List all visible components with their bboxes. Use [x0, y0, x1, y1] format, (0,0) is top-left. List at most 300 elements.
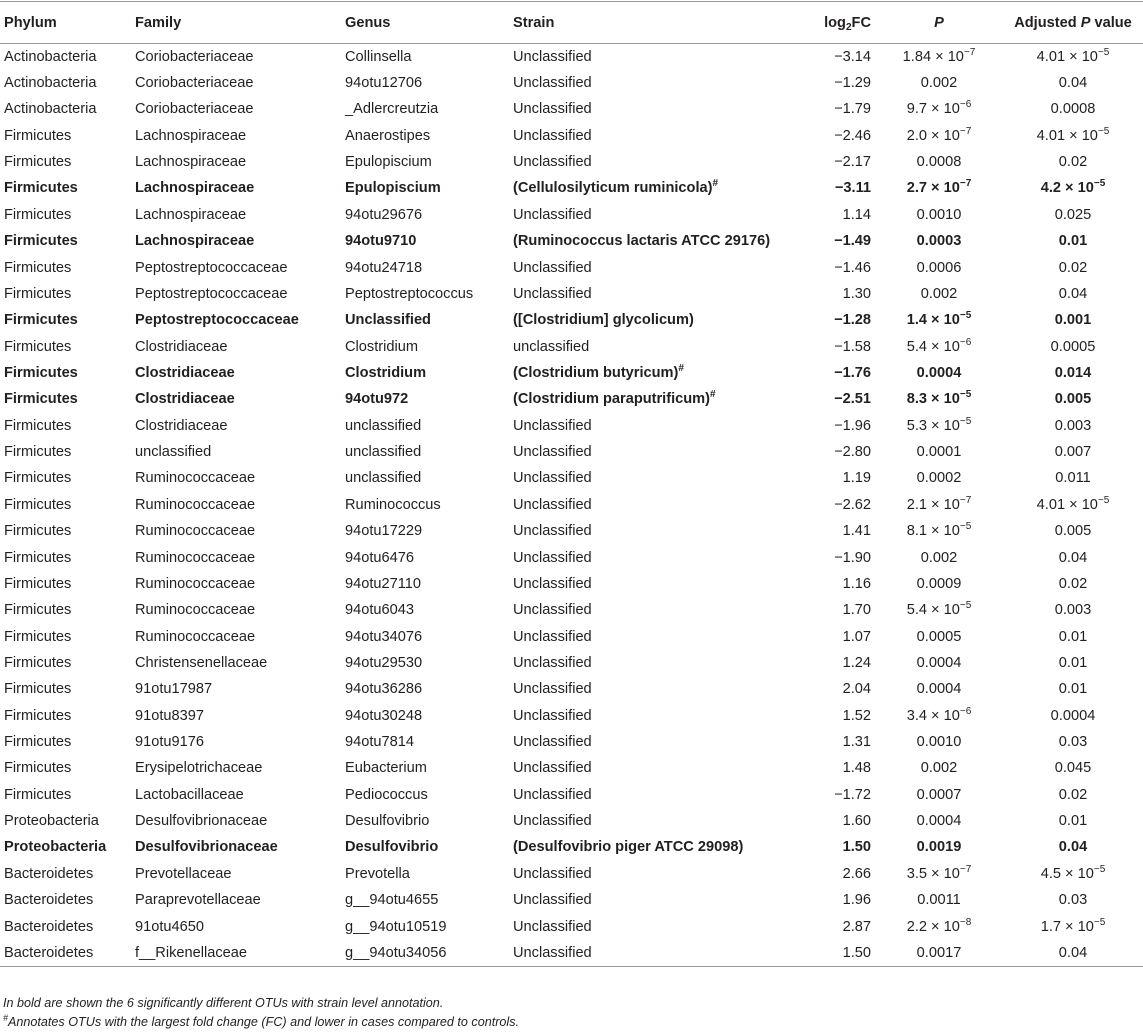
footnote-bold: In bold are shown the 6 significantly different OTUs with strain level annotation.: [3, 996, 444, 1010]
cell-phylum: Firmicutes: [4, 707, 72, 724]
header-strain: Strain: [509, 2, 810, 44]
cell-p-value: [875, 465, 1003, 491]
cell-p-value-base: 0.0005: [916, 628, 962, 645]
cell-strain: [509, 70, 810, 96]
table-row: [0, 123, 1143, 149]
cell-adjusted-p-value: [1003, 729, 1143, 755]
cell-adjusted-p-value: [1003, 386, 1143, 412]
header-p-italic: P: [934, 14, 944, 31]
cell-genus: unclassified: [345, 470, 422, 487]
cell-p-value: [875, 175, 1003, 201]
cell-genus: g__94otu34056: [341, 940, 509, 966]
cell-genus: 94otu9710: [345, 233, 417, 250]
header-log2fc: [810, 2, 875, 44]
cell-p-value: [875, 228, 1003, 254]
cell-p-value-base: 0.0010: [916, 734, 962, 751]
cell-p-value-base: 0.0009: [916, 575, 962, 592]
cell-p-value-exponent: −7: [963, 46, 976, 58]
cell-p-value: [875, 782, 1003, 808]
cell-strain: [509, 544, 810, 570]
cell-family: Ruminococcaceae: [135, 549, 256, 566]
cell-family: Lachnospiraceae: [135, 206, 247, 223]
cell-family: Lactobacillaceae: [135, 786, 244, 803]
strain-text: Unclassified: [513, 918, 592, 935]
cell-phylum: Firmicutes: [4, 417, 72, 434]
cell-family: Desulfovibrionaceae: [135, 813, 268, 830]
cell-p-value-base: 5.4 × 10: [906, 338, 960, 355]
table-row: [0, 544, 1143, 570]
strain-text: Unclassified: [513, 285, 592, 302]
cell-adjusted-p-value-base: 0.02: [1058, 154, 1088, 171]
strain-text: (Cellulosilyticum ruminicola): [513, 180, 713, 197]
cell-adjusted-p-value-base: 0.03: [1058, 734, 1088, 751]
cell-log2fc: −2.51: [834, 391, 871, 408]
cell-family: Lachnospiraceae: [135, 180, 255, 197]
cell-phylum: Firmicutes: [4, 575, 72, 592]
cell-strain: [509, 333, 810, 359]
cell-p-value-base: 2.7 × 10: [906, 180, 960, 197]
table-row: [0, 228, 1143, 254]
cell-strain: [509, 439, 810, 465]
strain-text: (Desulfovibrio piger ATCC 29098): [513, 839, 744, 856]
cell-family: unclassified: [135, 444, 212, 461]
cell-adjusted-p-value-base: 0.0005: [1050, 338, 1096, 355]
strain-text: Unclassified: [513, 523, 592, 540]
table-row: [0, 940, 1143, 966]
strain-text: Unclassified: [513, 75, 592, 92]
cell-p-value: [875, 149, 1003, 175]
cell-family: Ruminococcaceae: [135, 628, 256, 645]
cell-family: Prevotellaceae: [135, 865, 232, 882]
cell-phylum: Proteobacteria: [4, 813, 99, 830]
cell-adjusted-p-value: [1003, 940, 1143, 966]
cell-adjusted-p-value: [1003, 650, 1143, 676]
cell-log2fc: 1.52: [842, 707, 871, 724]
cell-family: Coriobacteriaceae: [135, 75, 254, 92]
cell-genus: Epulopiscium: [345, 180, 441, 197]
cell-family: Coriobacteriaceae: [135, 101, 254, 118]
cell-log2fc: −3.11: [834, 180, 871, 197]
cell-p-value: [875, 439, 1003, 465]
cell-adjusted-p-value-exponent: −5: [1097, 125, 1110, 137]
cell-p-value-base: 0.0008: [916, 154, 962, 171]
strain-text: Unclassified: [513, 470, 592, 487]
cell-strain: [509, 307, 810, 333]
strain-text: ([Clostridium] glycolicum): [513, 312, 694, 329]
cell-log2fc: −1.79: [834, 101, 871, 118]
cell-genus: 94otu36286: [345, 681, 423, 698]
cell-phylum: Bacteroidetes: [0, 940, 131, 966]
cell-log2fc: −2.80: [834, 444, 871, 461]
cell-p-value: [875, 571, 1003, 597]
table-row: [0, 518, 1143, 544]
cell-p-value-base: 0.002: [920, 75, 958, 92]
table-row: [0, 386, 1143, 412]
cell-genus: 94otu29530: [345, 654, 423, 671]
cell-family: Ruminococcaceae: [135, 470, 256, 487]
cell-genus: Collinsella: [345, 48, 412, 65]
cell-phylum: Bacteroidetes: [4, 865, 94, 882]
cell-adjusted-p-value: [1003, 228, 1143, 254]
cell-strain: [509, 175, 810, 201]
cell-adjusted-p-value-base: 0.045: [1054, 760, 1092, 777]
cell-genus: 94otu27110: [345, 575, 422, 592]
cell-p-value-base: 1.84 × 10: [902, 48, 964, 65]
cell-phylum: Actinobacteria: [4, 101, 97, 118]
cell-adjusted-p-value: [1003, 202, 1143, 228]
cell-log2fc: 1.50: [842, 839, 871, 856]
cell-adjusted-p-value: [1003, 44, 1143, 70]
cell-family: Ruminococcaceae: [135, 523, 256, 540]
cell-p-value-exponent: −5: [959, 521, 972, 533]
cell-family: Peptostreptococcaceae: [135, 259, 288, 276]
cell-adjusted-p-value: [1003, 623, 1143, 649]
cell-strain: [509, 281, 810, 307]
cell-adjusted-p-value: [1003, 439, 1143, 465]
cell-phylum: Firmicutes: [4, 206, 72, 223]
cell-p-value-base: 3.4 × 10: [906, 707, 960, 724]
cell-log2fc: 1.48: [842, 760, 871, 777]
cell-adjusted-p-value: [1003, 149, 1143, 175]
cell-family: 91otu8397: [135, 707, 204, 724]
cell-log2fc: −3.14: [834, 48, 871, 65]
strain-text: Unclassified: [513, 101, 592, 118]
cell-adjusted-p-value-base: 4.01 × 10: [1036, 127, 1098, 144]
cell-genus: Anaerostipes: [345, 127, 431, 144]
cell-p-value-base: 0.0011: [917, 892, 961, 909]
cell-genus: Desulfovibrio: [345, 813, 430, 830]
cell-adjusted-p-value-base: 0.007: [1054, 444, 1092, 461]
cell-adjusted-p-value-base: 0.02: [1058, 575, 1088, 592]
header-row: [0, 2, 1143, 44]
header-log2fc-main: log: [824, 14, 846, 31]
strain-text: Unclassified: [513, 259, 592, 276]
cell-adjusted-p-value: [1003, 96, 1143, 122]
table-row: [0, 96, 1143, 122]
cell-adjusted-p-value-exponent: −5: [1093, 863, 1106, 875]
cell-p-value: [875, 96, 1003, 122]
cell-p-value-base: 0.0001: [916, 444, 962, 461]
cell-p-value-base: 0.002: [920, 549, 958, 566]
cell-adjusted-p-value-base: 0.01: [1058, 813, 1088, 830]
cell-adjusted-p-value-base: 0.025: [1054, 206, 1092, 223]
cell-adjusted-p-value-base: 0.005: [1054, 523, 1092, 540]
strain-text: Unclassified: [513, 549, 592, 566]
cell-p-value-base: 5.4 × 10: [906, 602, 960, 619]
cell-family: Ruminococcaceae: [135, 496, 256, 513]
table-row: [0, 465, 1143, 491]
header-adjusted-p: [1003, 2, 1143, 44]
cell-log2fc: −1.28: [834, 312, 871, 329]
cell-log2fc: 1.31: [842, 734, 871, 751]
cell-strain: [509, 149, 810, 175]
strain-text: Unclassified: [513, 417, 592, 434]
cell-adjusted-p-value: [1003, 808, 1143, 834]
strain-text: Unclassified: [513, 707, 592, 724]
cell-adjusted-p-value-base: 1.7 × 10: [1040, 918, 1094, 935]
cell-log2fc: −1.29: [834, 75, 871, 92]
cell-genus: Eubacterium: [345, 760, 427, 777]
cell-phylum: Firmicutes: [4, 338, 72, 355]
cell-strain: [509, 123, 810, 149]
header-p: [875, 2, 1003, 44]
header-log2fc-sub: 2: [845, 21, 852, 33]
cell-phylum: Proteobacteria: [4, 839, 107, 856]
table-row: [0, 834, 1143, 860]
cell-family: Clostridiaceae: [135, 391, 235, 408]
cell-strain: [509, 465, 810, 491]
table-body: [0, 44, 1143, 967]
cell-adjusted-p-value: [1003, 70, 1143, 96]
cell-strain: [509, 676, 810, 702]
cell-adjusted-p-value-base: 0.003: [1054, 602, 1092, 619]
cell-adjusted-p-value: [1003, 544, 1143, 570]
cell-p-value: [875, 413, 1003, 439]
cell-p-value: [875, 492, 1003, 518]
cell-adjusted-p-value: [1003, 307, 1143, 333]
cell-p-value: [875, 544, 1003, 570]
cell-family: 91otu4650: [135, 918, 204, 935]
cell-p-value-exponent: −7: [959, 125, 972, 137]
cell-p-value: [875, 281, 1003, 307]
strain-text: unclassified: [513, 338, 590, 355]
cell-phylum: Firmicutes: [4, 259, 72, 276]
cell-strain: [509, 940, 810, 966]
cell-log2fc: 1.24: [842, 654, 871, 671]
cell-genus: 94otu24718: [345, 259, 423, 276]
cell-adjusted-p-value: [1003, 123, 1143, 149]
table-row: [0, 729, 1143, 755]
cell-log2fc: 1.41: [842, 523, 871, 540]
cell-family: Lachnospiraceae: [135, 233, 255, 250]
cell-log2fc: 1.50: [810, 940, 875, 966]
cell-log2fc: −2.17: [834, 154, 871, 171]
cell-log2fc: −1.90: [834, 549, 871, 566]
table-row: [0, 755, 1143, 781]
strain-text: Unclassified: [513, 865, 592, 882]
cell-strain: [509, 571, 810, 597]
cell-adjusted-p-value-base: 0.04: [1058, 549, 1088, 566]
strain-text: Unclassified: [513, 734, 592, 751]
cell-strain: [509, 413, 810, 439]
cell-phylum: Firmicutes: [4, 628, 72, 645]
strain-text: Unclassified: [513, 760, 592, 777]
cell-adjusted-p-value-base: 0.04: [1058, 839, 1088, 856]
cell-adjusted-p-value-base: 0.0008: [1050, 101, 1096, 118]
cell-family: Clostridiaceae: [135, 417, 228, 434]
cell-log2fc: 1.16: [842, 575, 871, 592]
cell-adjusted-p-value-base: 0.01: [1058, 681, 1088, 698]
cell-adjusted-p-value-base: 0.005: [1054, 391, 1092, 408]
cell-strain: [509, 623, 810, 649]
cell-adjusted-p-value: [1003, 175, 1143, 201]
table-row: [0, 676, 1143, 702]
header-phylum: Phylum: [0, 2, 131, 44]
cell-p-value-base: 5.3 × 10: [906, 417, 960, 434]
cell-p-value-base: 8.1 × 10: [906, 523, 960, 540]
cell-p-value: [875, 70, 1003, 96]
cell-p-value: [875, 676, 1003, 702]
cell-p-value-exponent: −5: [959, 600, 972, 612]
cell-genus: 94otu6476: [345, 549, 414, 566]
cell-genus: Epulopiscium: [345, 154, 432, 171]
table-header: [0, 2, 1143, 44]
cell-p-value: [875, 913, 1003, 939]
cell-strain: [509, 360, 810, 386]
cell-strain: [509, 492, 810, 518]
cell-genus: Prevotella: [345, 865, 410, 882]
strain-text: Unclassified: [513, 944, 592, 961]
cell-log2fc: −1.49: [834, 233, 871, 250]
strain-text: Unclassified: [513, 813, 592, 830]
cell-p-value-base: 0.002: [920, 760, 958, 777]
header-adjusted-p-italic: P: [1080, 14, 1091, 31]
cell-family: Peptostreptococcaceae: [135, 285, 288, 302]
cell-adjusted-p-value-exponent: −5: [1097, 494, 1110, 506]
footnote-hash-mark: #: [3, 1013, 9, 1023]
table-row: [0, 360, 1143, 386]
cell-phylum: Firmicutes: [4, 470, 72, 487]
cell-adjusted-p-value-base: 0.0004: [1050, 707, 1096, 724]
cell-adjusted-p-value-base: 4.2 × 10: [1040, 180, 1094, 197]
cell-log2fc: −1.72: [834, 786, 871, 803]
cell-strain: [509, 202, 810, 228]
cell-log2fc: 1.14: [842, 206, 871, 223]
strain-text: Unclassified: [513, 602, 592, 619]
table-row: [0, 782, 1143, 808]
cell-strain: [509, 887, 810, 913]
cell-adjusted-p-value: [1003, 861, 1143, 887]
cell-adjusted-p-value: [1003, 333, 1143, 359]
cell-p-value-base: 2.1 × 10: [906, 496, 960, 513]
cell-adjusted-p-value: [1003, 413, 1143, 439]
table-row: [0, 149, 1143, 175]
cell-adjusted-p-value-base: 0.01: [1058, 654, 1088, 671]
table-row: [0, 650, 1143, 676]
cell-adjusted-p-value-base: 0.04: [1058, 285, 1088, 302]
cell-adjusted-p-value-base: 0.01: [1058, 233, 1088, 250]
cell-p-value: [875, 360, 1003, 386]
cell-p-value-base: 2.2 × 10: [906, 918, 960, 935]
cell-log2fc: −2.46: [834, 127, 871, 144]
strain-text: Unclassified: [513, 575, 592, 592]
cell-phylum: Firmicutes: [4, 285, 72, 302]
strain-text: Unclassified: [513, 48, 592, 65]
cell-family: Clostridiaceae: [135, 338, 228, 355]
cell-genus: Pediococcus: [345, 786, 428, 803]
cell-p-value: [875, 650, 1003, 676]
strain-footnote-mark: #: [712, 178, 719, 190]
cell-phylum: Firmicutes: [4, 734, 72, 751]
cell-p-value: [875, 940, 1003, 966]
cell-genus: Clostridium: [345, 338, 418, 355]
cell-p-value: [875, 623, 1003, 649]
cell-p-value-exponent: −7: [959, 494, 972, 506]
strain-text: Unclassified: [513, 681, 592, 698]
cell-genus: Desulfovibrio: [345, 839, 439, 856]
table-row: [0, 623, 1143, 649]
cell-adjusted-p-value: [1003, 465, 1143, 491]
cell-genus: Peptostreptococcus: [345, 285, 474, 302]
cell-adjusted-p-value-base: 0.001: [1054, 312, 1092, 329]
cell-p-value-exponent: −6: [959, 705, 972, 717]
cell-strain: [509, 518, 810, 544]
cell-p-value: [875, 202, 1003, 228]
otu-table: [0, 1, 1143, 967]
cell-adjusted-p-value: [1003, 597, 1143, 623]
cell-strain: [509, 755, 810, 781]
cell-p-value-exponent: −6: [959, 336, 972, 348]
cell-log2fc: −1.46: [834, 259, 871, 276]
footnote-hash: [3, 1013, 519, 1032]
table-row: [0, 44, 1143, 70]
cell-p-value: [875, 702, 1003, 728]
table-row: [0, 413, 1143, 439]
cell-adjusted-p-value: [1003, 254, 1143, 280]
cell-adjusted-p-value: [1003, 518, 1143, 544]
cell-p-value-exponent: −8: [959, 916, 972, 928]
strain-text: Unclassified: [513, 654, 592, 671]
table-row: [0, 307, 1143, 333]
cell-log2fc: 1.30: [842, 285, 871, 302]
cell-genus: 94otu17229: [345, 523, 423, 540]
cell-log2fc: 1.70: [842, 602, 871, 619]
cell-log2fc: 1.60: [842, 813, 871, 830]
table-row: [0, 254, 1143, 280]
cell-adjusted-p-value: [1003, 834, 1143, 860]
cell-p-value-base: 0.0019: [916, 839, 962, 856]
cell-p-value: [875, 386, 1003, 412]
cell-log2fc: 1.96: [842, 892, 871, 909]
strain-footnote-mark: #: [678, 362, 684, 374]
cell-family: Christensenellaceae: [135, 654, 268, 671]
cell-family: Ruminococcaceae: [135, 602, 256, 619]
cell-log2fc: −2.62: [834, 496, 871, 513]
cell-genus: Clostridium: [345, 364, 427, 381]
cell-log2fc: −1.96: [834, 417, 871, 434]
cell-p-value-base: 8.3 × 10: [906, 391, 960, 408]
cell-adjusted-p-value-base: 4.01 × 10: [1036, 496, 1098, 513]
cell-phylum: Firmicutes: [4, 786, 72, 803]
table-row: [0, 913, 1143, 939]
table-row: [0, 333, 1143, 359]
cell-strain: [509, 44, 810, 70]
cell-family: Erysipelotrichaceae: [135, 760, 263, 777]
cell-p-value: [875, 597, 1003, 623]
table-row: [0, 281, 1143, 307]
cell-phylum: Firmicutes: [4, 364, 78, 381]
strain-text: Unclassified: [513, 628, 592, 645]
table-row: [0, 571, 1143, 597]
cell-adjusted-p-value-exponent: −5: [1093, 178, 1106, 190]
cell-strain: [509, 650, 810, 676]
cell-genus: 94otu29676: [345, 206, 423, 223]
cell-p-value: [875, 755, 1003, 781]
cell-p-value: [875, 44, 1003, 70]
cell-adjusted-p-value: [1003, 782, 1143, 808]
cell-p-value-base: 0.0002: [916, 470, 962, 487]
cell-family: f__Rikenellaceae: [131, 940, 341, 966]
cell-p-value-exponent: −6: [959, 99, 972, 111]
cell-genus: Unclassified: [345, 312, 431, 329]
cell-adjusted-p-value-base: 0.02: [1058, 786, 1088, 803]
table-row: [0, 492, 1143, 518]
cell-genus: 94otu12706: [345, 75, 423, 92]
cell-phylum: Bacteroidetes: [4, 892, 94, 909]
cell-adjusted-p-value: [1003, 492, 1143, 518]
header-family: Family: [131, 2, 341, 44]
cell-p-value-exponent: −7: [959, 863, 972, 875]
